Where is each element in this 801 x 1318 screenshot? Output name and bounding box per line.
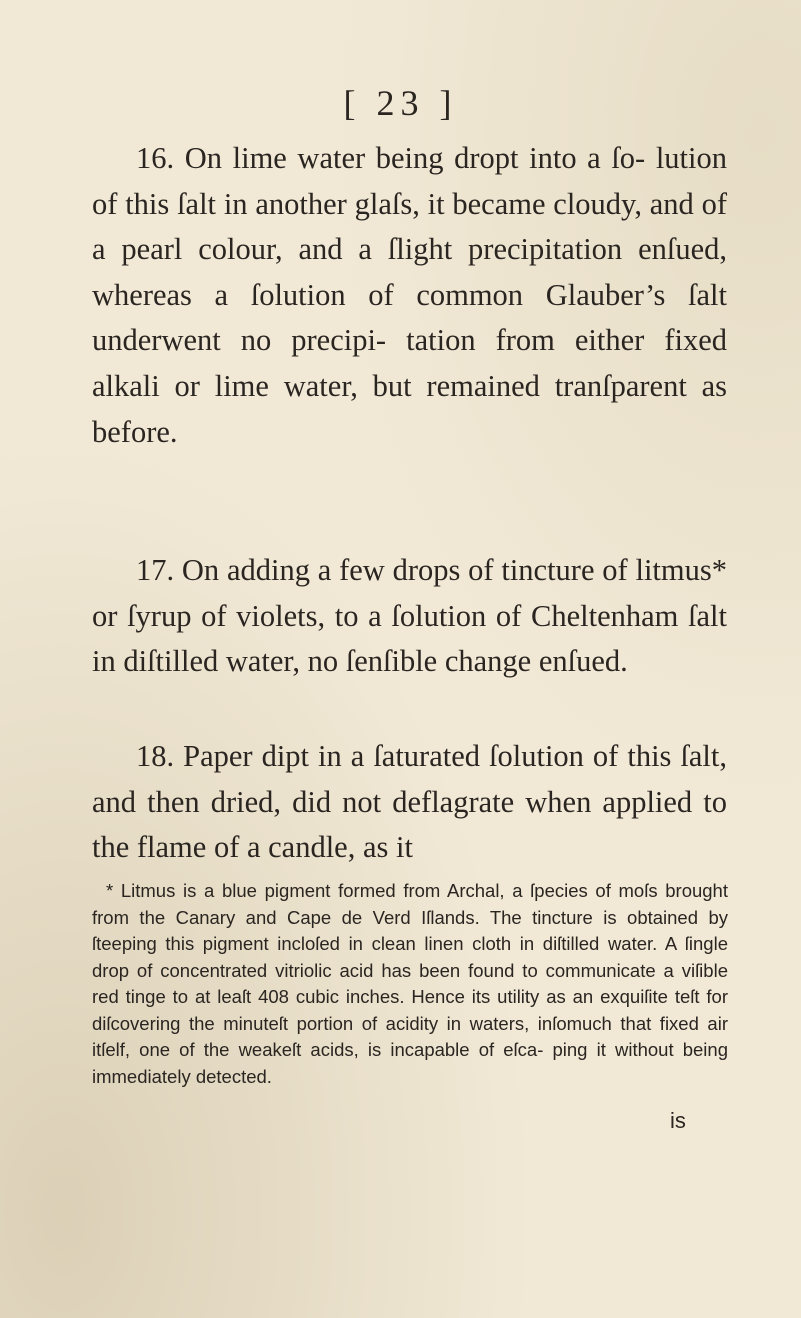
catchword: is [670,1108,686,1133]
paragraph-16: 16. On lime water being dropt into a ſo- lution of this ſalt in another glaſs, it became cloudy, and of a pearl colour, and a ſlight precipitation enſued, whereas a ſolution of common Glauber’s ſalt underwent no precipi- tation from either fixed alkali or lime water, but remained tranſparent as before. [92,141,727,449]
page-number: [ 23 ] [343,83,458,123]
footnote-litmus: * Litmus is a blue pigment formed from Archal, a ſpecies of moſs brought from the Canary and Cape de Verd Iſlands. The tincture is obtained by ſteeping this pigment incloſed in clean linen cloth in diſtilled water. A ſingle drop of concentrated vitriolic acid has been found to communicate a viſible red tinge to at leaſt 408 cubic inches. Hence its utility as an exquiſite teſt for diſcovering the minuteſt portion of acidity in waters, inſomuch that fixed air itſelf, one of the weakeſt acids, is incapable of eſca- ping it without being immediately detected. [92,880,728,1087]
paragraph-18: 18. Paper dipt in a ſaturated ſolution of this ſalt, and then dried, did not deflagrate when applied to the flame of a candle, as it [92,739,727,865]
paragraph-17: 17. On adding a few drops of tincture of litmus* or ſyrup of violets, to a ſolution of Cheltenham ſalt in diſtilled water, no ſenſible change enſued. [92,553,727,679]
